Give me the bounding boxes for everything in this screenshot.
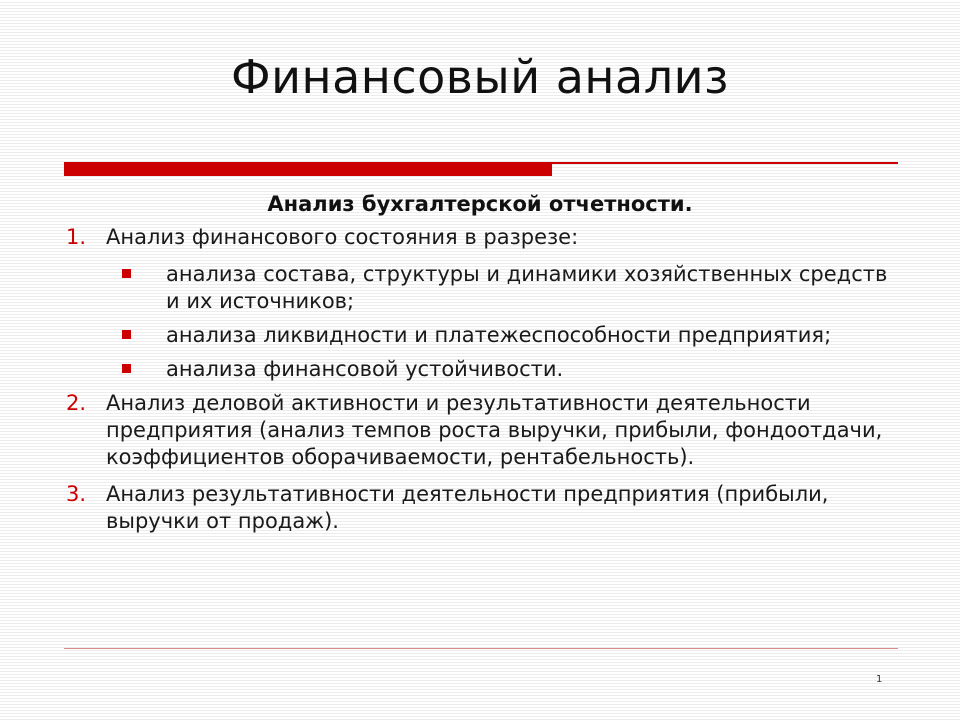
list-item-text: Анализ финансового состояния в разрезе: (106, 225, 579, 249)
list-item-number: 3. (66, 482, 87, 506)
footer-divider (64, 648, 898, 649)
page-number: 1 (876, 674, 883, 685)
list-item-1 (64, 224, 904, 251)
sublist-item-1 (64, 261, 904, 315)
list-item-2 (64, 390, 904, 471)
list-item-number: 2. (66, 391, 87, 415)
title-divider-thin (552, 162, 898, 164)
sublist-item-text: анализа ликвидности и платежеспособности предприятия; (166, 323, 832, 347)
sublist-item-text: анализа состава, структуры и динамики хозяйственных средств и их источников; (166, 262, 888, 313)
red-square-bullet-icon (122, 269, 131, 278)
list-item-text: Анализ деловой активности и результативности деятельности предприятия (анализ темпов роста выручки, прибыли, фондоотдачи, коэффициентов оборачиваемости, рентабельность). (106, 391, 883, 469)
slide-title: Финансовый анализ (231, 50, 729, 104)
red-square-bullet-icon (122, 330, 131, 339)
sublist (64, 261, 904, 383)
sublist-item-3 (64, 356, 904, 383)
list-item-text: Анализ результативности деятельности предприятия (прибыли, выручки от продаж). (106, 482, 829, 533)
list-item-number: 1. (66, 225, 87, 249)
sublist-item-text: анализа финансовой устойчивости. (166, 357, 564, 381)
numbered-list (64, 224, 904, 545)
title-divider-thick (64, 162, 552, 176)
slide-subtitle: Анализ бухгалтерской отчетности. (267, 192, 693, 216)
list-item-3 (64, 481, 904, 535)
red-square-bullet-icon (122, 364, 131, 373)
sublist-item-2 (64, 322, 904, 349)
